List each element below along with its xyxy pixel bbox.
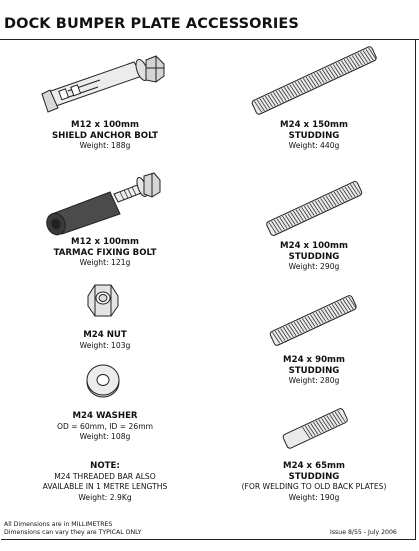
item-name: M24 x 100mm (280, 241, 348, 251)
caption-studding-100mm (244, 241, 384, 273)
item-weight: Weight: 440g (288, 141, 340, 150)
item-name: M24 x 65mm (283, 461, 345, 471)
tarmac-fixing-bolt-icon (40, 170, 170, 238)
item-name: M24 WASHER (72, 411, 138, 421)
note-heading: NOTE: (90, 461, 120, 471)
item-name: M24 NUT (83, 330, 127, 340)
item-weight: Weight: 103g (79, 340, 131, 350)
item-sub: OD = 60mm, ID = 26mm (56, 421, 154, 431)
caption-studding-150mm (244, 120, 384, 152)
caption-tarmac-fixing-bolt (40, 237, 170, 269)
nut-icon (86, 282, 120, 318)
caption-nut (40, 330, 170, 351)
footer-line-2: Dimensions can vary they are TYPICAL ONLY (4, 529, 142, 536)
shield-anchor-bolt-icon (38, 52, 168, 116)
page-title: DOCK BUMPER PLATE ACCESSORIES (4, 16, 299, 32)
note-line-2: AVAILABLE IN 1 METRE LENGTHS (42, 482, 168, 491)
studding-65mm-icon (278, 404, 352, 452)
item-weight: Weight: 280g (288, 376, 340, 385)
item-weight: Weight: 188g (79, 141, 131, 150)
item-weight: Weight: 121g (79, 258, 131, 267)
item-sub: TARMAC FIXING BOLT (53, 247, 157, 258)
item-sub: STUDDING (288, 251, 340, 262)
item-name: M24 x 90mm (283, 355, 345, 365)
caption-studding-90mm (244, 355, 384, 387)
note-weight: Weight: 2.9Kg (78, 492, 132, 502)
studding-100mm-icon (260, 178, 368, 238)
washer-icon (84, 362, 122, 400)
item-extra: (FOR WELDING TO OLD BACK PLATES) (241, 482, 387, 491)
item-sub: STUDDING (288, 471, 340, 482)
item-name: M24 x 150mm (280, 120, 348, 130)
note-block (20, 461, 190, 503)
note-line-1: M24 THREADED BAR ALSO (54, 471, 156, 481)
footer-dimensions (4, 521, 142, 537)
studding-90mm-icon (264, 292, 362, 348)
caption-studding-65mm (234, 461, 394, 503)
item-sub: STUDDING (288, 365, 340, 376)
item-sub: SHIELD ANCHOR BOLT (51, 130, 159, 141)
caption-washer (40, 411, 170, 443)
footer-issue: Issue 8/55 - July 2006 (330, 529, 397, 536)
footer-line-1: All Dimensions are in MILLIMETRES (4, 521, 113, 528)
item-sub: STUDDING (288, 130, 340, 141)
item-name: M12 x 100mm (71, 237, 139, 247)
item-weight: Weight: 108g (79, 432, 131, 441)
studding-150mm-icon (244, 44, 384, 116)
item-name: M12 x 100mm (71, 120, 139, 130)
item-weight: Weight: 190g (288, 492, 340, 502)
item-weight: Weight: 290g (288, 262, 340, 271)
caption-shield-anchor-bolt (40, 120, 170, 152)
